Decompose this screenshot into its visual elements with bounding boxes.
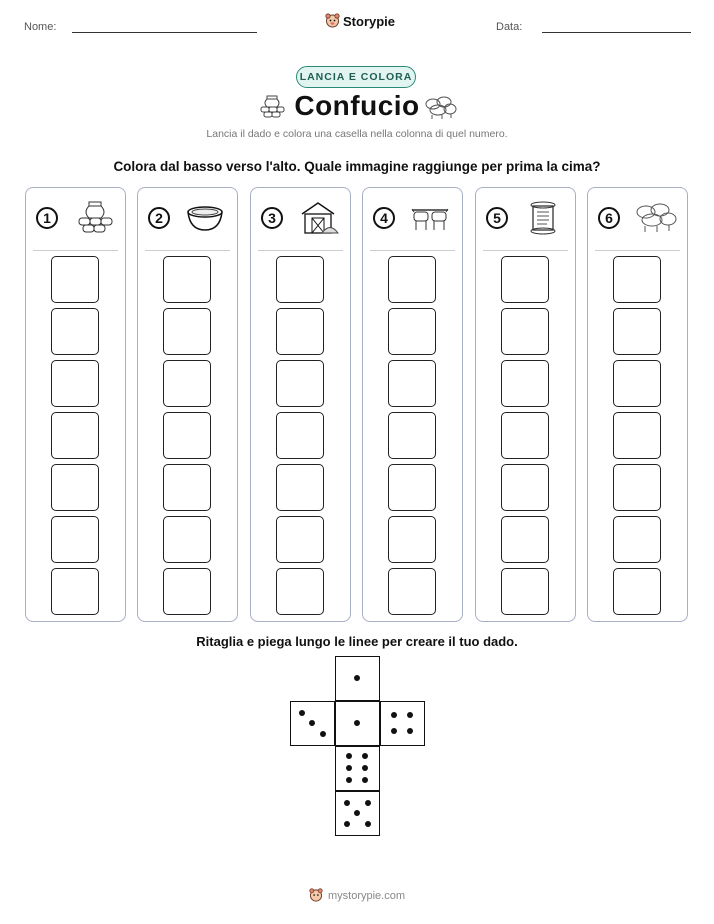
color-box[interactable] xyxy=(51,256,99,303)
die-instruction: Ritaglia e piega lungo le linee per creare il tuo dado. xyxy=(196,634,518,649)
bowl-icon xyxy=(182,200,230,236)
column-divider xyxy=(258,250,343,251)
color-box[interactable] xyxy=(163,256,211,303)
color-box[interactable] xyxy=(613,464,661,511)
color-box[interactable] xyxy=(276,412,324,459)
color-box[interactable] xyxy=(51,412,99,459)
column-3 xyxy=(250,187,351,622)
color-box[interactable] xyxy=(276,360,324,407)
die-pip xyxy=(320,731,326,737)
column-header xyxy=(26,188,125,250)
brand-logo xyxy=(325,13,395,29)
column-header xyxy=(138,188,237,250)
color-box[interactable] xyxy=(388,308,436,355)
color-box[interactable] xyxy=(613,568,661,615)
color-box[interactable] xyxy=(501,516,549,563)
name-label: Nome: xyxy=(24,21,57,33)
column-number: 4 xyxy=(373,207,395,229)
page-title: Confucio xyxy=(294,90,420,121)
color-box[interactable] xyxy=(388,360,436,407)
column-divider xyxy=(370,250,455,251)
footer xyxy=(0,888,714,903)
date-line[interactable] xyxy=(542,32,691,33)
color-box[interactable] xyxy=(51,568,99,615)
color-box[interactable] xyxy=(501,412,549,459)
column-header xyxy=(588,188,687,250)
color-box[interactable] xyxy=(276,308,324,355)
column-divider xyxy=(483,250,568,251)
activity-tag: LANCIA E COLORA xyxy=(296,66,416,88)
instruction: Colora dal basso verso l'alto. Quale immagine raggiunge per prima la cima? xyxy=(113,159,601,174)
die-face-5 xyxy=(335,791,380,836)
color-box[interactable] xyxy=(163,360,211,407)
color-box[interactable] xyxy=(388,256,436,303)
die-pip xyxy=(346,753,352,759)
die-pip xyxy=(407,712,413,718)
footer-url: mystorypie.com xyxy=(327,889,406,902)
color-box[interactable] xyxy=(501,360,549,407)
color-box[interactable] xyxy=(613,308,661,355)
column-header xyxy=(476,188,575,250)
column-divider xyxy=(145,250,230,251)
color-box[interactable] xyxy=(276,516,324,563)
color-box[interactable] xyxy=(163,464,211,511)
die-pip xyxy=(344,821,350,827)
die-face-6 xyxy=(335,746,380,791)
column-number: 2 xyxy=(148,207,170,229)
die-pip xyxy=(309,720,315,726)
date-label: Data: xyxy=(496,21,523,33)
scroll-icon xyxy=(520,200,568,236)
granary-barn-icon xyxy=(295,200,343,236)
color-box[interactable] xyxy=(613,360,661,407)
color-box[interactable] xyxy=(276,464,324,511)
die-pip xyxy=(365,821,371,827)
color-box[interactable] xyxy=(388,464,436,511)
column-number: 6 xyxy=(598,207,620,229)
die-face-3 xyxy=(290,701,335,746)
color-box[interactable] xyxy=(51,516,99,563)
column-number: 3 xyxy=(261,207,283,229)
die-face-1 xyxy=(335,656,380,701)
sheep-flock-icon xyxy=(424,94,458,120)
subtitle: Lancia il dado e colora una casella nella colonna di quel numero. xyxy=(206,128,508,140)
column-divider xyxy=(595,250,680,251)
name-line[interactable] xyxy=(72,32,257,33)
color-box[interactable] xyxy=(613,412,661,459)
die-pip xyxy=(354,675,360,681)
column-1 xyxy=(25,187,126,622)
die-pip xyxy=(346,777,352,783)
color-box[interactable] xyxy=(388,516,436,563)
color-box[interactable] xyxy=(163,412,211,459)
color-box[interactable] xyxy=(388,568,436,615)
die-pip xyxy=(354,810,360,816)
column-2 xyxy=(137,187,238,622)
color-box[interactable] xyxy=(613,256,661,303)
color-box[interactable] xyxy=(163,516,211,563)
die-pip xyxy=(346,765,352,771)
color-box[interactable] xyxy=(163,568,211,615)
storypie-mascot-icon xyxy=(325,13,340,29)
die-pip xyxy=(407,728,413,734)
color-box[interactable] xyxy=(163,308,211,355)
color-box[interactable] xyxy=(501,464,549,511)
die-pip xyxy=(365,800,371,806)
sheep-flock-icon xyxy=(632,200,680,236)
storypie-mascot-icon xyxy=(309,888,323,903)
column-4 xyxy=(362,187,463,622)
die-pip xyxy=(344,800,350,806)
column-header xyxy=(363,188,462,250)
die-face-4 xyxy=(380,701,425,746)
color-box[interactable] xyxy=(501,256,549,303)
die-pip xyxy=(391,712,397,718)
die-face-1 xyxy=(335,701,380,746)
column-header xyxy=(251,188,350,250)
brand-name: Storypie xyxy=(343,13,396,29)
jar-on-stones-icon xyxy=(70,200,118,236)
oxen-icon xyxy=(407,200,455,236)
jar-on-stones-icon xyxy=(258,94,286,120)
color-box[interactable] xyxy=(51,464,99,511)
die-pip xyxy=(362,753,368,759)
column-divider xyxy=(33,250,118,251)
column-6 xyxy=(587,187,688,622)
column-5 xyxy=(475,187,576,622)
color-box[interactable] xyxy=(501,308,549,355)
color-box[interactable] xyxy=(276,568,324,615)
column-number: 1 xyxy=(36,207,58,229)
color-box[interactable] xyxy=(388,412,436,459)
column-number: 5 xyxy=(486,207,508,229)
die-pip xyxy=(299,710,305,716)
die-pip xyxy=(362,777,368,783)
color-box[interactable] xyxy=(51,308,99,355)
color-box[interactable] xyxy=(51,360,99,407)
die-pip xyxy=(391,728,397,734)
die-pip xyxy=(362,765,368,771)
die-pip xyxy=(354,720,360,726)
color-box[interactable] xyxy=(613,516,661,563)
color-box[interactable] xyxy=(276,256,324,303)
color-box[interactable] xyxy=(501,568,549,615)
